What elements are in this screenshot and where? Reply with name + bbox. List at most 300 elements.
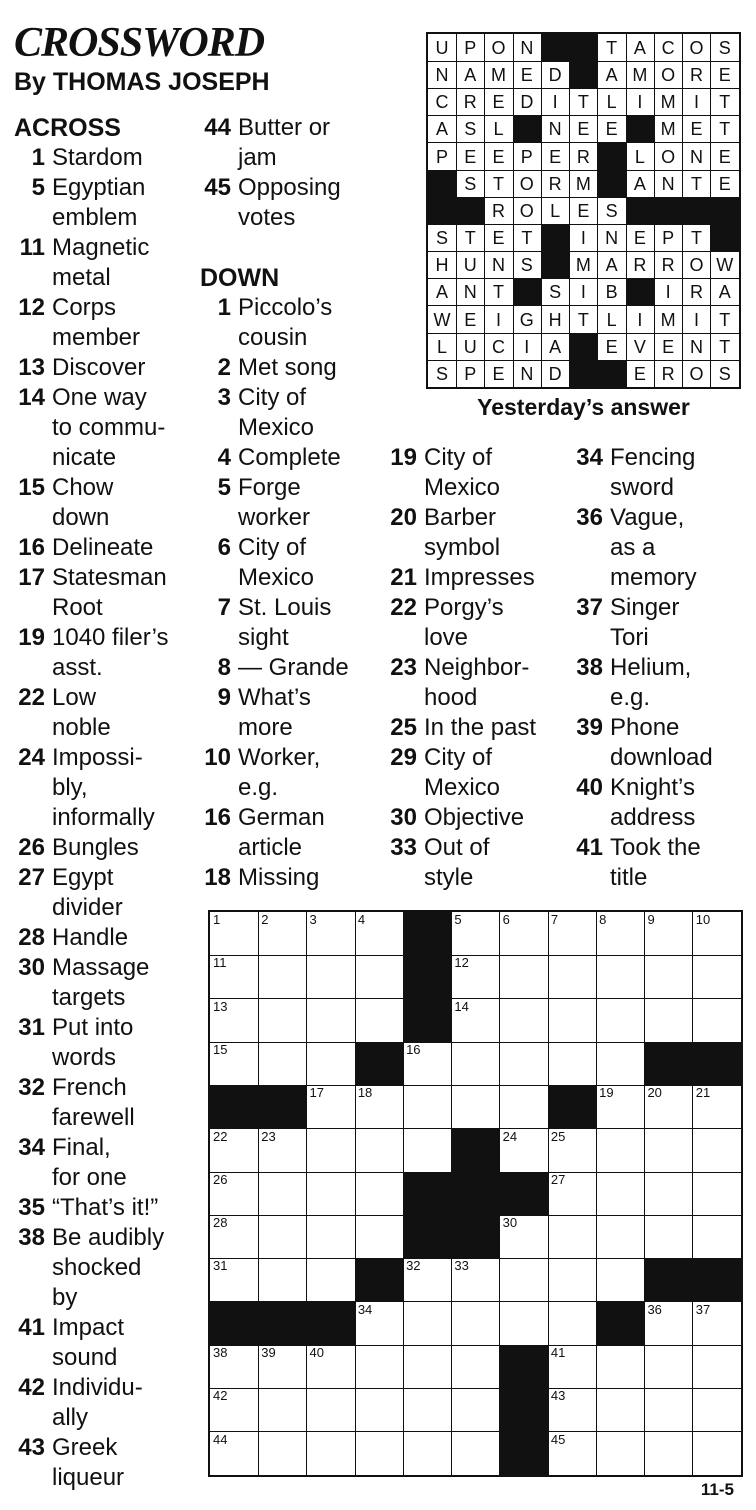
grid-cell[interactable] [644, 1345, 693, 1389]
answer-letter: M [654, 88, 683, 116]
grid-cell[interactable] [548, 1432, 597, 1476]
clue-text-line: Statesman [52, 564, 167, 591]
across-clue-13 [14, 353, 194, 383]
grid-cell[interactable] [596, 1042, 645, 1086]
clue-text-line: Piccolo’s [238, 294, 333, 321]
grid-cell[interactable] [210, 1432, 259, 1476]
answer-letter: P [456, 360, 485, 388]
grid-black-square [500, 1388, 549, 1432]
clue-text-line: farewell [52, 1104, 135, 1131]
answer-letter: T [485, 278, 514, 306]
grid-cell[interactable] [548, 1129, 597, 1173]
clue-number: 8 [217, 654, 231, 681]
clue-text-line: Porgy’s [424, 594, 504, 621]
down-clue-20 [386, 503, 566, 563]
clue-number: 25 [390, 714, 417, 741]
answer-letter: I [626, 306, 655, 334]
grid-cell[interactable] [258, 955, 307, 999]
grid-cell[interactable] [644, 999, 693, 1043]
answer-letter: O [485, 34, 514, 62]
grid-cell[interactable] [403, 1085, 452, 1129]
clue-number: 7 [217, 594, 231, 621]
grid-cell[interactable] [307, 1042, 356, 1086]
clue-number: 22 [18, 684, 45, 711]
clue-text-line: Root [52, 594, 103, 621]
cell-number: 8 [599, 912, 607, 927]
grid-cell[interactable] [596, 1129, 645, 1173]
grid-cell[interactable] [403, 1042, 452, 1086]
down-clue-10 [200, 743, 380, 803]
across-clue-22 [14, 683, 194, 743]
grid-cell[interactable] [258, 912, 307, 956]
grid-cell[interactable] [500, 1085, 549, 1129]
answer-letter: U [456, 251, 485, 279]
clue-text-line: Egyptian [52, 174, 146, 201]
answer-letter: W [711, 251, 740, 279]
grid-black-square [548, 1085, 597, 1129]
grid-cell[interactable] [451, 1302, 500, 1346]
grid-cell[interactable] [210, 1042, 259, 1086]
grid-cell[interactable] [548, 999, 597, 1043]
grid-cell[interactable] [210, 999, 259, 1043]
cell-number: 40 [309, 1345, 324, 1361]
grid-cell[interactable] [451, 955, 500, 999]
clue-number: 37 [576, 594, 603, 621]
grid-cell[interactable] [355, 999, 404, 1043]
grid-cell[interactable] [258, 1345, 307, 1389]
grid-cell[interactable] [307, 1215, 356, 1259]
grid-cell[interactable] [693, 1172, 742, 1216]
grid-cell[interactable] [258, 1129, 307, 1173]
grid-cell[interactable] [644, 1085, 693, 1129]
cell-number: 13 [213, 998, 228, 1014]
grid-cell[interactable] [210, 1345, 259, 1389]
grid-cell[interactable] [307, 999, 356, 1043]
grid-cell[interactable] [451, 1085, 500, 1129]
clues-column-2 [200, 113, 380, 893]
grid-cell[interactable] [355, 912, 404, 956]
answer-letter: A [541, 333, 570, 361]
answer-letter: A [428, 115, 457, 143]
down-clue-30 [386, 803, 566, 833]
clue-text-line: ally [52, 1404, 89, 1431]
grid-cell[interactable] [693, 1302, 742, 1346]
clue-text-line: Be audibly [52, 1224, 165, 1251]
grid-black-square [403, 999, 452, 1043]
answer-letter: R [654, 251, 683, 279]
grid-cell[interactable] [210, 955, 259, 999]
grid-black-square [403, 912, 452, 956]
clue-number: 23 [390, 654, 417, 681]
down-clue-3 [200, 383, 380, 443]
clue-number: 16 [204, 804, 231, 831]
grid-cell[interactable] [403, 1432, 452, 1476]
grid-cell[interactable] [355, 1129, 404, 1173]
grid-cell[interactable] [210, 1172, 259, 1216]
answer-letter: E [569, 197, 598, 225]
clue-number: 27 [18, 864, 45, 891]
clue-text-line: sword [610, 474, 675, 501]
clue-number: 20 [390, 504, 417, 531]
answer-letter: L [541, 197, 570, 225]
down-clue-1 [200, 293, 380, 353]
clue-number: 35 [18, 1194, 45, 1221]
grid-cell[interactable] [644, 1129, 693, 1173]
grid-cell[interactable] [403, 1129, 452, 1173]
clue-text-line: Missing [238, 864, 320, 891]
answer-letter: O [682, 360, 711, 388]
cell-number: 21 [695, 1085, 711, 1101]
clue-text-line: worker [238, 504, 311, 531]
grid-cell[interactable] [500, 1258, 549, 1302]
grid-cell[interactable] [693, 1345, 742, 1389]
clue-text-line: Barber [424, 504, 497, 531]
grid-cell[interactable] [210, 1258, 259, 1302]
grid-cell[interactable] [548, 1258, 597, 1302]
grid-cell[interactable] [355, 1302, 404, 1346]
clue-text-line: nicate [52, 444, 117, 471]
answer-letter: N [428, 61, 457, 89]
answer-letter: E [456, 143, 485, 171]
answer-black-square [711, 197, 740, 225]
answer-black-square [569, 34, 598, 62]
grid-cell[interactable] [258, 1215, 307, 1259]
grid-cell[interactable] [307, 1129, 356, 1173]
answer-letter: T [711, 306, 740, 334]
clue-number: 12 [18, 294, 45, 321]
clue-number: 44 [204, 114, 231, 141]
grid-cell[interactable] [258, 1258, 307, 1302]
answer-letter: I [682, 88, 711, 116]
cell-number: 31 [213, 1258, 228, 1274]
grid-cell[interactable] [500, 999, 549, 1043]
grid-cell[interactable] [258, 999, 307, 1043]
grid-black-square [451, 1215, 500, 1259]
across-clue-11 [14, 233, 194, 293]
cell-number: 19 [599, 1085, 614, 1101]
clue-number: 26 [18, 834, 45, 861]
grid-cell[interactable] [644, 912, 693, 956]
cell-number: 28 [213, 1215, 228, 1231]
across-clue-28 [14, 923, 194, 953]
answer-letter: R [456, 88, 485, 116]
answer-letter: A [626, 170, 655, 198]
grid-cell[interactable] [500, 1302, 549, 1346]
answer-letter: L [428, 333, 457, 361]
answer-letter: M [654, 115, 683, 143]
grid-cell[interactable] [258, 1172, 307, 1216]
grid-cell[interactable] [307, 912, 356, 956]
answer-letter: E [485, 224, 514, 252]
clue-text-line: Massage [52, 954, 150, 981]
cell-number: 3 [309, 912, 317, 927]
clue-text-line: e.g. [238, 774, 279, 801]
grid-cell[interactable] [258, 1432, 307, 1476]
grid-black-square [403, 955, 452, 999]
grid-cell[interactable] [644, 1432, 693, 1476]
grid-cell[interactable] [355, 1172, 404, 1216]
clue-text-line: City of [424, 444, 493, 471]
down-clue-6 [200, 533, 380, 593]
clue-text-line: Put into [52, 1014, 134, 1041]
grid-cell[interactable] [355, 1432, 404, 1476]
grid-cell[interactable] [500, 1042, 549, 1086]
cell-number: 2 [261, 912, 269, 927]
grid-cell[interactable] [307, 1432, 356, 1476]
grid-cell[interactable] [644, 955, 693, 999]
clue-number: 38 [18, 1224, 45, 1251]
crossword-grid [208, 910, 743, 1477]
grid-cell[interactable] [548, 1172, 597, 1216]
answer-letter: I [654, 278, 683, 306]
clue-text-line: style [424, 864, 474, 891]
cell-number: 7 [550, 912, 559, 927]
answer-letter: E [711, 170, 740, 198]
grid-cell[interactable] [596, 1258, 645, 1302]
grid-cell[interactable] [451, 912, 500, 956]
answer-letter: E [682, 115, 711, 143]
grid-cell[interactable] [596, 1085, 645, 1129]
answer-black-square [569, 333, 598, 361]
answer-letter: L [598, 88, 627, 116]
down-clue-29 [386, 743, 566, 803]
clue-number: 31 [18, 1014, 45, 1041]
answer-letter: E [626, 360, 655, 388]
grid-black-square [644, 1042, 693, 1086]
grid-cell[interactable] [693, 1215, 742, 1259]
grid-cell[interactable] [548, 1345, 597, 1389]
answer-letter: T [682, 224, 711, 252]
grid-cell[interactable] [693, 1085, 742, 1129]
grid-cell[interactable] [307, 955, 356, 999]
grid-cell[interactable] [355, 1215, 404, 1259]
clue-text-line: German [238, 804, 325, 831]
across-clue-1 [14, 143, 194, 173]
clue-number: 24 [18, 744, 45, 771]
grid-cell[interactable] [210, 1388, 259, 1432]
down-clue-36 [572, 503, 752, 593]
answer-letter: P [456, 34, 485, 62]
answer-letter: I [485, 306, 514, 334]
answer-letter: P [513, 143, 542, 171]
grid-cell[interactable] [693, 1129, 742, 1173]
clue-text-line: Magnetic [52, 234, 150, 261]
cell-number: 15 [213, 1041, 228, 1057]
grid-cell[interactable] [307, 1388, 356, 1432]
grid-cell[interactable] [500, 955, 549, 999]
clue-text-line: e.g. [610, 684, 651, 711]
answer-letter: E [485, 88, 514, 116]
grid-cell[interactable] [451, 1258, 500, 1302]
clue-number: 13 [18, 354, 45, 381]
grid-black-square [210, 1085, 259, 1129]
answer-black-square [456, 197, 485, 225]
cell-number: 6 [502, 912, 510, 927]
grid-cell[interactable] [451, 1345, 500, 1389]
answer-black-square [513, 115, 542, 143]
answer-letter: O [654, 61, 683, 89]
clue-text-line: Knight’s [610, 774, 695, 801]
grid-cell[interactable] [307, 1172, 356, 1216]
grid-cell[interactable] [403, 1302, 452, 1346]
clue-number: 19 [390, 444, 417, 471]
grid-cell[interactable] [210, 1129, 259, 1173]
clue-number: 34 [576, 444, 603, 471]
across-clue-16 [14, 533, 194, 563]
answer-letter: N [513, 34, 542, 62]
clue-text-line: cousin [238, 324, 308, 351]
clue-number: 6 [217, 534, 231, 561]
down-clue-22 [386, 593, 566, 653]
grid-black-square [500, 1345, 549, 1389]
grid-black-square [596, 1302, 645, 1346]
answer-letter: O [654, 143, 683, 171]
grid-cell[interactable] [403, 1345, 452, 1389]
answer-letter: T [711, 333, 740, 361]
answer-letter: A [711, 278, 740, 306]
cell-number: 1 [213, 912, 221, 927]
cell-number: 44 [213, 1431, 228, 1447]
clue-text-line: Impossi- [52, 744, 143, 771]
grid-cell[interactable] [596, 1215, 645, 1259]
clue-text-line: French [52, 1074, 127, 1101]
grid-cell[interactable] [210, 1215, 259, 1259]
grid-cell[interactable] [451, 1432, 500, 1476]
answer-letter: R [541, 170, 570, 198]
clue-text-line: Bungles [52, 834, 139, 861]
across-clue-44 [200, 113, 380, 173]
grid-cell[interactable] [500, 1215, 549, 1259]
answer-letter: R [682, 61, 711, 89]
cell-number: 17 [309, 1085, 324, 1101]
cell-number: 11 [213, 955, 227, 971]
answer-letter: D [513, 88, 542, 116]
grid-cell[interactable] [548, 1042, 597, 1086]
clue-text-line: Impact [52, 1314, 125, 1341]
grid-cell[interactable] [693, 999, 742, 1043]
clue-text-line: by [52, 1284, 78, 1311]
clue-text-line: download [610, 744, 713, 771]
grid-cell[interactable] [548, 1388, 597, 1432]
clue-text-line: City of [238, 534, 307, 561]
grid-cell[interactable] [693, 955, 742, 999]
clue-number: 10 [204, 744, 231, 771]
grid-cell[interactable] [644, 1215, 693, 1259]
grid-cell[interactable] [644, 1172, 693, 1216]
grid-cell[interactable] [500, 912, 549, 956]
answer-letter: E [456, 306, 485, 334]
answer-letter: T [598, 34, 627, 62]
clue-text-line: Stardom [52, 144, 143, 171]
clue-text-line: Chow [52, 474, 114, 501]
clue-number: 30 [18, 954, 45, 981]
grid-cell[interactable] [451, 1042, 500, 1086]
grid-cell[interactable] [451, 999, 500, 1043]
grid-cell[interactable] [258, 1388, 307, 1432]
grid-cell[interactable] [307, 1345, 356, 1389]
clue-text-line: Neighbor- [424, 654, 530, 681]
clue-number: 30 [390, 804, 417, 831]
grid-cell[interactable] [548, 1302, 597, 1346]
cell-number: 42 [213, 1388, 228, 1404]
cell-number: 32 [406, 1258, 421, 1274]
answer-letter: E [654, 333, 683, 361]
clue-number: 41 [18, 1314, 45, 1341]
cell-number: 37 [695, 1301, 711, 1317]
grid-cell[interactable] [596, 1172, 645, 1216]
answer-letter: I [682, 306, 711, 334]
grid-cell[interactable] [596, 912, 645, 956]
answer-black-square [541, 251, 570, 279]
grid-cell[interactable] [693, 1432, 742, 1476]
grid-cell[interactable] [307, 1085, 356, 1129]
grid-cell[interactable] [451, 1388, 500, 1432]
grid-cell[interactable] [596, 1345, 645, 1389]
grid-cell[interactable] [693, 1388, 742, 1432]
grid-cell[interactable] [644, 1388, 693, 1432]
clue-text-line: Discover [52, 354, 146, 381]
clue-text-line: Met song [238, 354, 337, 381]
grid-cell[interactable] [596, 999, 645, 1043]
answer-letter: T [569, 306, 598, 334]
grid-cell[interactable] [693, 912, 742, 956]
grid-cell[interactable] [355, 1345, 404, 1389]
clue-text-line: Tori [610, 624, 649, 651]
grid-cell[interactable] [210, 912, 259, 956]
clue-text-line: love [424, 624, 469, 651]
clue-text-line: 1040 filer’s [52, 624, 169, 651]
grid-cell[interactable] [355, 955, 404, 999]
clue-text-line: sight [238, 624, 289, 651]
grid-cell[interactable] [403, 1388, 452, 1432]
clue-number: 5 [217, 474, 231, 501]
answer-letter: C [428, 88, 457, 116]
grid-cell[interactable] [355, 1388, 404, 1432]
clue-text-line: Forge [238, 474, 301, 501]
down-clue-34 [572, 443, 752, 503]
clue-number: 21 [390, 564, 417, 591]
grid-cell[interactable] [548, 1215, 597, 1259]
clue-number: 15 [18, 474, 45, 501]
answer-letter: M [569, 170, 598, 198]
author-byline: By THOMAS JOSEPH [14, 68, 270, 96]
answer-letter: T [682, 170, 711, 198]
grid-cell[interactable] [403, 1258, 452, 1302]
grid-cell[interactable] [644, 1302, 693, 1346]
grid-cell[interactable] [355, 1085, 404, 1129]
answer-letter: U [456, 333, 485, 361]
grid-cell[interactable] [500, 1129, 549, 1173]
down-clue-9 [200, 683, 380, 743]
across-clue-19 [14, 623, 194, 683]
grid-black-square [258, 1085, 307, 1129]
grid-cell[interactable] [596, 1388, 645, 1432]
grid-cell[interactable] [596, 955, 645, 999]
grid-cell[interactable] [548, 955, 597, 999]
grid-cell[interactable] [258, 1042, 307, 1086]
grid-cell[interactable] [548, 912, 597, 956]
clue-text-line: as a [610, 534, 656, 561]
grid-black-square [693, 1258, 742, 1302]
clue-text-line: City of [238, 384, 307, 411]
grid-black-square [451, 1172, 500, 1216]
grid-black-square [451, 1129, 500, 1173]
answer-letter: L [598, 306, 627, 334]
grid-cell[interactable] [307, 1258, 356, 1302]
grid-cell[interactable] [596, 1432, 645, 1476]
answer-letter: R [569, 143, 598, 171]
answer-letter: A [456, 61, 485, 89]
